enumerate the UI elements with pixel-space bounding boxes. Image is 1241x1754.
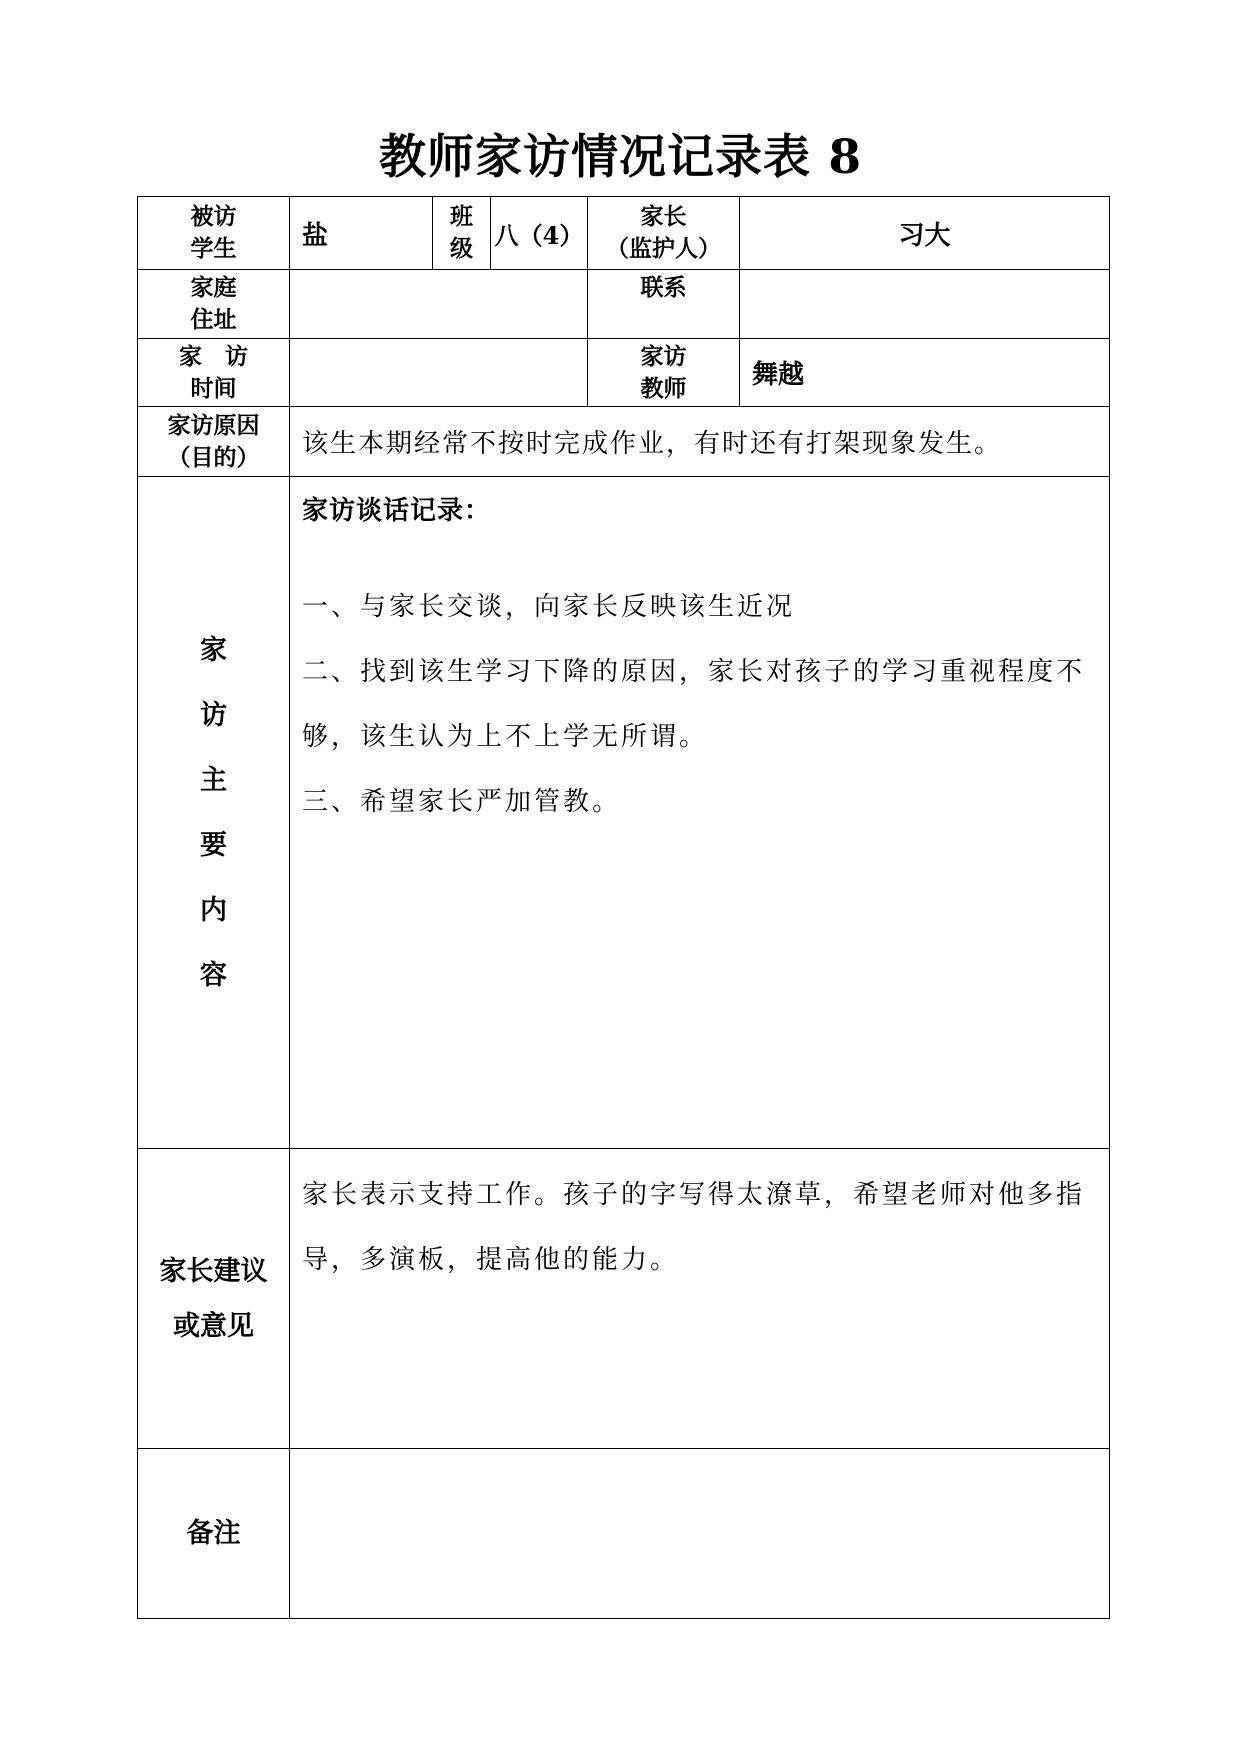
main-content-label-char: 要 (200, 829, 227, 861)
home-visit-record-table (137, 196, 1110, 1619)
student-label-line-1: 被访 (190, 203, 237, 230)
teacher-label-line-1: 家访 (640, 342, 687, 370)
time-label-line-2: 时间 (190, 374, 237, 402)
main-content-label (138, 477, 290, 1149)
parent-label-line-2: （监护人） (606, 235, 721, 262)
remarks-label: 备注 (138, 1449, 290, 1619)
conversation-record-heading: 家访谈话记录： (302, 496, 492, 526)
teacher-label-cell (588, 339, 740, 407)
class-label-cell (433, 197, 491, 270)
parent-value[interactable]: 习大 (740, 197, 1110, 270)
teacher-label-line-2: 教师 (640, 374, 687, 402)
conversation-paragraph: 二、找到该生学习下降的原因，家长对孩子的学习重视程度不够，该生认为上不上学无所谓。 (302, 657, 1086, 752)
main-content-label-char: 主 (200, 764, 227, 796)
class-value[interactable]: 八（4） (491, 197, 588, 270)
address-value[interactable] (290, 270, 588, 339)
remarks-value[interactable] (290, 1449, 1110, 1619)
contact-label: 联系 (588, 270, 740, 339)
contact-value[interactable] (740, 270, 1110, 339)
row-remarks (138, 1449, 1110, 1619)
address-label-line-1: 家庭 (190, 274, 237, 301)
parent-label-cell (588, 197, 740, 270)
time-label-line-1: 家 访 (179, 342, 248, 370)
purpose-value[interactable]: 该生本期经常不按时完成作业，有时还有打架现象发生。 (290, 407, 1110, 477)
main-content-label-char: 家 (200, 634, 227, 666)
purpose-label-cell (138, 407, 290, 477)
suggestions-label-line-1: 家长建议 (159, 1255, 268, 1287)
student-label-line-2: 学生 (190, 235, 237, 262)
main-content-label-char: 访 (200, 699, 227, 731)
purpose-label-line-2: （目的） (167, 443, 260, 471)
class-label-line-2: 级 (450, 235, 473, 262)
page-title: 教师家访情况记录表 8 (378, 130, 863, 185)
student-value[interactable]: 盐 (290, 197, 433, 270)
time-value[interactable] (290, 339, 588, 407)
main-content-label-char: 内 (200, 894, 227, 926)
suggestions-label-line-2: 或意见 (173, 1310, 254, 1342)
row-purpose (138, 407, 1110, 477)
parent-label-line-1: 家长 (640, 203, 687, 230)
row-student (138, 197, 1110, 270)
main-content-label-char: 容 (200, 959, 227, 991)
row-main-content (138, 477, 1110, 1149)
suggestions-label-cell (138, 1149, 290, 1449)
conversation-paragraph: 三、希望家长严加管教。 (302, 787, 622, 817)
conversation-paragraph: 一、与家长交谈，向家长反映该生近况 (302, 592, 796, 622)
address-label-cell (138, 270, 290, 339)
row-address (138, 270, 1110, 339)
address-label-line-2: 住址 (190, 306, 237, 333)
row-visit-time (138, 339, 1110, 407)
class-label-line-1: 班 (450, 203, 473, 230)
teacher-value[interactable]: 舞越 (740, 339, 1110, 407)
time-label-cell (138, 339, 290, 407)
row-suggestions (138, 1149, 1110, 1449)
purpose-label-line-1: 家访原因 (167, 411, 260, 439)
student-label-cell (138, 197, 290, 270)
suggestions-value[interactable]: 家长表示支持工作。孩子的字写得太潦草，希望老师对他多指导，多演板，提高他的能力。 (290, 1149, 1110, 1449)
main-content-cell[interactable] (290, 477, 1110, 1149)
